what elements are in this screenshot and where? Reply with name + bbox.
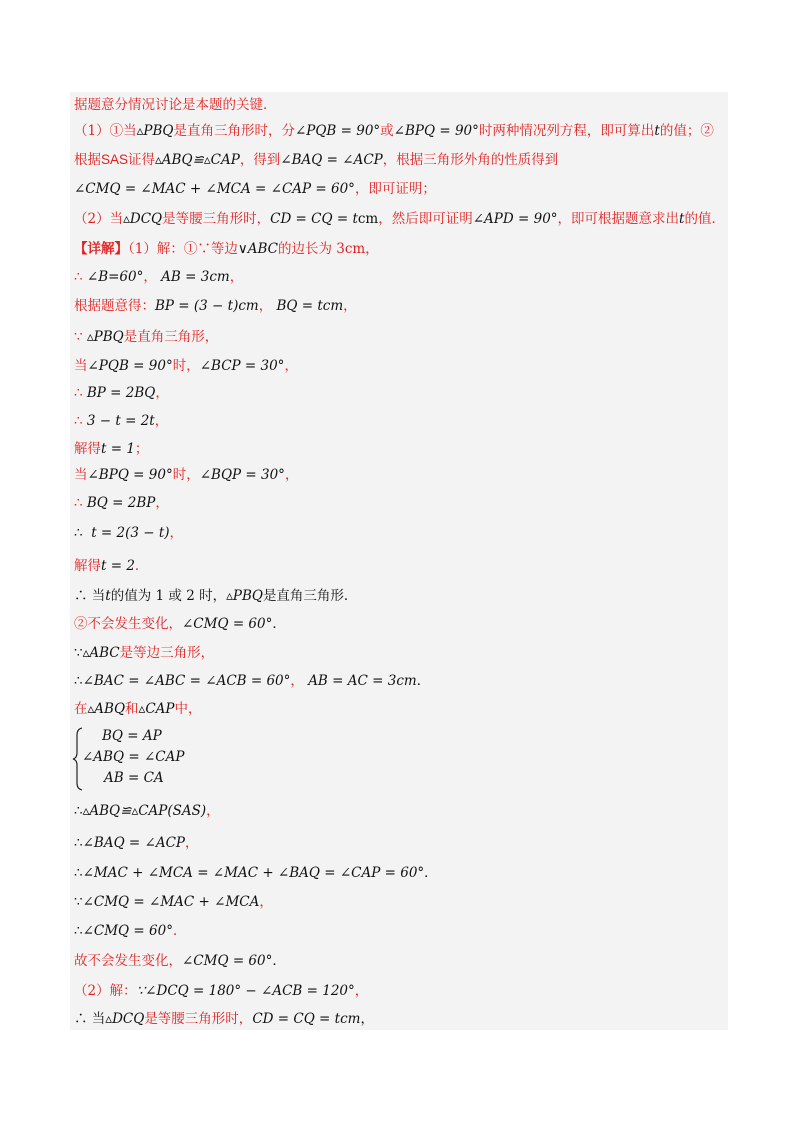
text: ∴ 当 xyxy=(74,1011,106,1027)
text: ∵ xyxy=(74,894,83,910)
detail-label: 【详解】 xyxy=(74,241,128,257)
text: 当 xyxy=(74,467,88,483)
text: 的值． xyxy=(684,211,725,227)
math: CAP xyxy=(145,701,175,717)
math: t xyxy=(654,123,660,139)
text: ，得到 xyxy=(239,152,281,168)
system-row-1: BQ = AP xyxy=(102,728,162,744)
math: ∠CMQ = ∠MAC + ∠MCA xyxy=(82,894,260,910)
solution-line-12 xyxy=(74,557,148,575)
text: ∴ xyxy=(74,413,83,429)
text: 根据 xyxy=(74,152,101,168)
text: ∵ xyxy=(74,329,83,345)
text: ． xyxy=(272,953,286,969)
triangle-icon: ▵ xyxy=(131,803,139,819)
text: 故不会发生变化， xyxy=(74,953,182,969)
triangle-icon: ▵ xyxy=(123,211,130,227)
triangle-icon: ▵ xyxy=(82,803,90,819)
solution-line-21 xyxy=(74,893,273,911)
solution-line-25 xyxy=(74,1010,374,1028)
text: ． xyxy=(134,558,149,574)
text: ∴ xyxy=(74,673,83,689)
analysis-intro-text: 据题意分情况讨论是本题的关键． xyxy=(74,97,277,113)
solution-line-7 xyxy=(74,412,168,430)
math: PBQ xyxy=(232,588,263,604)
text: （2）解： xyxy=(74,983,137,999)
text: 和 xyxy=(125,701,139,717)
text: ∴ xyxy=(74,385,83,401)
math: ∵∠DCQ = 180° − ∠ACB = 120° xyxy=(136,983,355,999)
text: 是直角三角形． xyxy=(262,588,358,604)
solution-line-3 xyxy=(74,297,357,315)
math: BP = 2BQ xyxy=(86,385,156,401)
text: 时， xyxy=(172,358,200,374)
text: 或 xyxy=(380,123,394,139)
math: ∠BPQ = 90° xyxy=(393,123,479,139)
math: PBQ xyxy=(93,329,124,345)
text: 时， xyxy=(172,467,200,483)
math: ∠BQP = 30° xyxy=(199,467,285,483)
analysis-line-4 xyxy=(74,210,725,228)
math: BQ = 2BP xyxy=(86,495,156,511)
text: ，根据三角形外角的性质得到 xyxy=(382,152,559,168)
text: ∴ xyxy=(74,495,83,511)
text: 是等腰三角形时， xyxy=(162,211,271,227)
analysis-line-1 xyxy=(74,122,714,140)
math: ∠BAQ = ∠ACP xyxy=(280,152,383,168)
math: ∠PQB = 90° xyxy=(294,123,381,139)
math: 3 − t = 2t xyxy=(86,413,155,429)
solution-line-22 xyxy=(74,922,186,940)
math: t = 2 xyxy=(101,558,135,574)
text: ， xyxy=(155,495,169,511)
text: ②不会发生变化， xyxy=(74,616,182,632)
text: （1）解：①∵等边 xyxy=(128,241,238,257)
math: ∠BCP = 30° xyxy=(199,358,285,374)
math: ABC xyxy=(247,241,278,257)
triangle-icon: ▵ xyxy=(155,152,162,168)
math: ABQ≌ xyxy=(161,152,204,168)
text: ， xyxy=(354,983,369,999)
analysis-line-3 xyxy=(74,180,436,198)
text: ， xyxy=(206,803,220,819)
text: 是直角三角形， xyxy=(123,329,219,345)
triangle-icon: ▵ xyxy=(87,701,95,717)
text: 在 xyxy=(74,701,88,717)
math: t = 2(3 − t) xyxy=(91,525,170,541)
solution-line-9 xyxy=(74,466,298,484)
text: ． xyxy=(172,923,187,939)
analysis-line-2 xyxy=(74,151,558,169)
text: 中， xyxy=(174,701,202,717)
math: ∠APD = 90° xyxy=(472,211,558,227)
math: t xyxy=(105,588,111,604)
text: ， xyxy=(259,894,273,910)
solution-line-17 xyxy=(74,700,201,718)
text: ． xyxy=(272,616,286,632)
text: （1）①当 xyxy=(74,123,137,139)
solution-line-19 xyxy=(74,834,199,852)
text: ． xyxy=(416,673,431,689)
text: 当 xyxy=(74,358,88,374)
math: AB = AC = 3cm xyxy=(308,673,417,689)
text: 是等边三角形， xyxy=(119,645,215,661)
solution-line-6 xyxy=(74,384,169,402)
math: ∠CMQ = 60° xyxy=(82,923,173,939)
text: 的值为 1 或 2 时， xyxy=(110,588,227,604)
math: ∠BPQ = 90° xyxy=(87,467,173,483)
math: CD = CQ = t xyxy=(270,211,358,227)
math: CAP(SAS) xyxy=(138,803,207,819)
math: t xyxy=(679,211,685,227)
triangle-icon: ▵ xyxy=(86,329,94,345)
text: ， xyxy=(154,413,169,429)
math: ∠MAC + ∠MCA = ∠MAC + ∠BAQ = ∠CAP = 60° xyxy=(82,865,425,881)
math: BQ = tcm xyxy=(276,298,344,314)
text: 是等腰三角形时， xyxy=(144,1011,253,1027)
math: ABC xyxy=(89,645,120,661)
text: ， xyxy=(229,269,244,285)
text: 根据题意得： xyxy=(74,298,155,314)
text: 解得 xyxy=(74,558,101,574)
text: 的值；② xyxy=(659,123,714,139)
text: 是直角三角形时，分 xyxy=(173,123,295,139)
triangle-icon: ∨ xyxy=(237,241,248,257)
triangle-icon: ▵ xyxy=(138,701,146,717)
text: ， xyxy=(284,467,299,483)
text: ∴ xyxy=(74,865,83,881)
text: ，然后即可证明 xyxy=(378,211,473,227)
text: 时两种情况列方程，即可算出 xyxy=(478,123,655,139)
text: ， xyxy=(143,269,157,285)
solution-line-2 xyxy=(74,268,243,286)
math: AB = 3cm xyxy=(161,269,230,285)
system-row-2: ∠ABQ = ∠CAP xyxy=(82,749,185,765)
solution-line-10 xyxy=(74,494,169,512)
text: （2）当 xyxy=(74,211,124,227)
math: ∠CMQ = ∠MAC + ∠MCA = ∠CAP = 60° xyxy=(74,181,355,197)
solution-line-1 xyxy=(74,240,379,258)
text: 的边长为 3cm， xyxy=(277,241,379,257)
triangle-icon: ▵ xyxy=(136,123,144,139)
math: t = 1 xyxy=(101,441,135,457)
text: ，即可根据题意求出 xyxy=(557,211,680,227)
text: ∴ xyxy=(74,835,83,851)
system-row-3: AB = CA xyxy=(104,770,164,786)
math: ABQ≌ xyxy=(89,803,132,819)
math: ∠B=60° xyxy=(86,269,144,285)
text: ， xyxy=(169,525,184,541)
text: ， xyxy=(258,298,273,314)
math: CAP xyxy=(210,152,240,168)
text: ， xyxy=(290,673,304,689)
text: ∴ 当 xyxy=(74,588,106,604)
math: CD = CQ = tcm xyxy=(252,1011,361,1027)
math: ABQ xyxy=(94,701,126,717)
math: BP = (3 − t)cm xyxy=(155,298,259,314)
text: ； xyxy=(134,441,149,457)
text: cm xyxy=(357,211,379,227)
solution-panel xyxy=(70,92,728,1030)
text: ． xyxy=(424,865,438,881)
triangle-icon: ▵ xyxy=(105,1011,113,1027)
math: DCQ xyxy=(129,211,163,227)
analysis-intro xyxy=(74,96,277,114)
text: 解得 xyxy=(74,441,101,457)
triangle-icon: ▵ xyxy=(82,645,90,661)
solution-line-4 xyxy=(74,328,218,346)
text: ∴ xyxy=(74,525,83,541)
triangle-icon: ▵ xyxy=(226,588,233,604)
math: PBQ xyxy=(143,123,174,139)
math: ∠CMQ = 60° xyxy=(182,616,273,632)
solution-line-13 xyxy=(74,587,357,605)
solution-line-18 xyxy=(74,802,220,820)
solution-line-14 xyxy=(74,615,286,633)
solution-line-23 xyxy=(74,952,286,970)
text: SAS xyxy=(101,152,129,167)
text: ， xyxy=(185,835,199,851)
solution-line-5 xyxy=(74,357,298,375)
text: ， xyxy=(343,298,357,314)
text: ∵ xyxy=(74,645,83,661)
solution-line-15 xyxy=(74,644,214,662)
text: ， xyxy=(284,358,298,374)
math: ∠BAQ = ∠ACP xyxy=(82,835,186,851)
solution-line-20 xyxy=(74,864,438,882)
solution-line-8 xyxy=(74,440,148,458)
text: ∴ xyxy=(74,269,83,285)
solution-line-24 xyxy=(74,982,368,1000)
text: ， xyxy=(360,1011,374,1027)
math: DCQ xyxy=(112,1011,145,1027)
text: ，即可证明； xyxy=(354,181,436,197)
math: ∠CMQ = 60° xyxy=(182,953,273,969)
text: 证得 xyxy=(128,152,156,168)
solution-line-11 xyxy=(74,524,183,542)
math: ∠PQB = 90° xyxy=(87,358,173,374)
solution-line-16 xyxy=(74,672,430,690)
triangle-icon: ▵ xyxy=(203,152,211,168)
text: ∴ xyxy=(74,803,83,819)
text: ∴ xyxy=(74,923,83,939)
text: ， xyxy=(155,385,169,401)
math: ∠BAC = ∠ABC = ∠ACB = 60° xyxy=(82,673,291,689)
